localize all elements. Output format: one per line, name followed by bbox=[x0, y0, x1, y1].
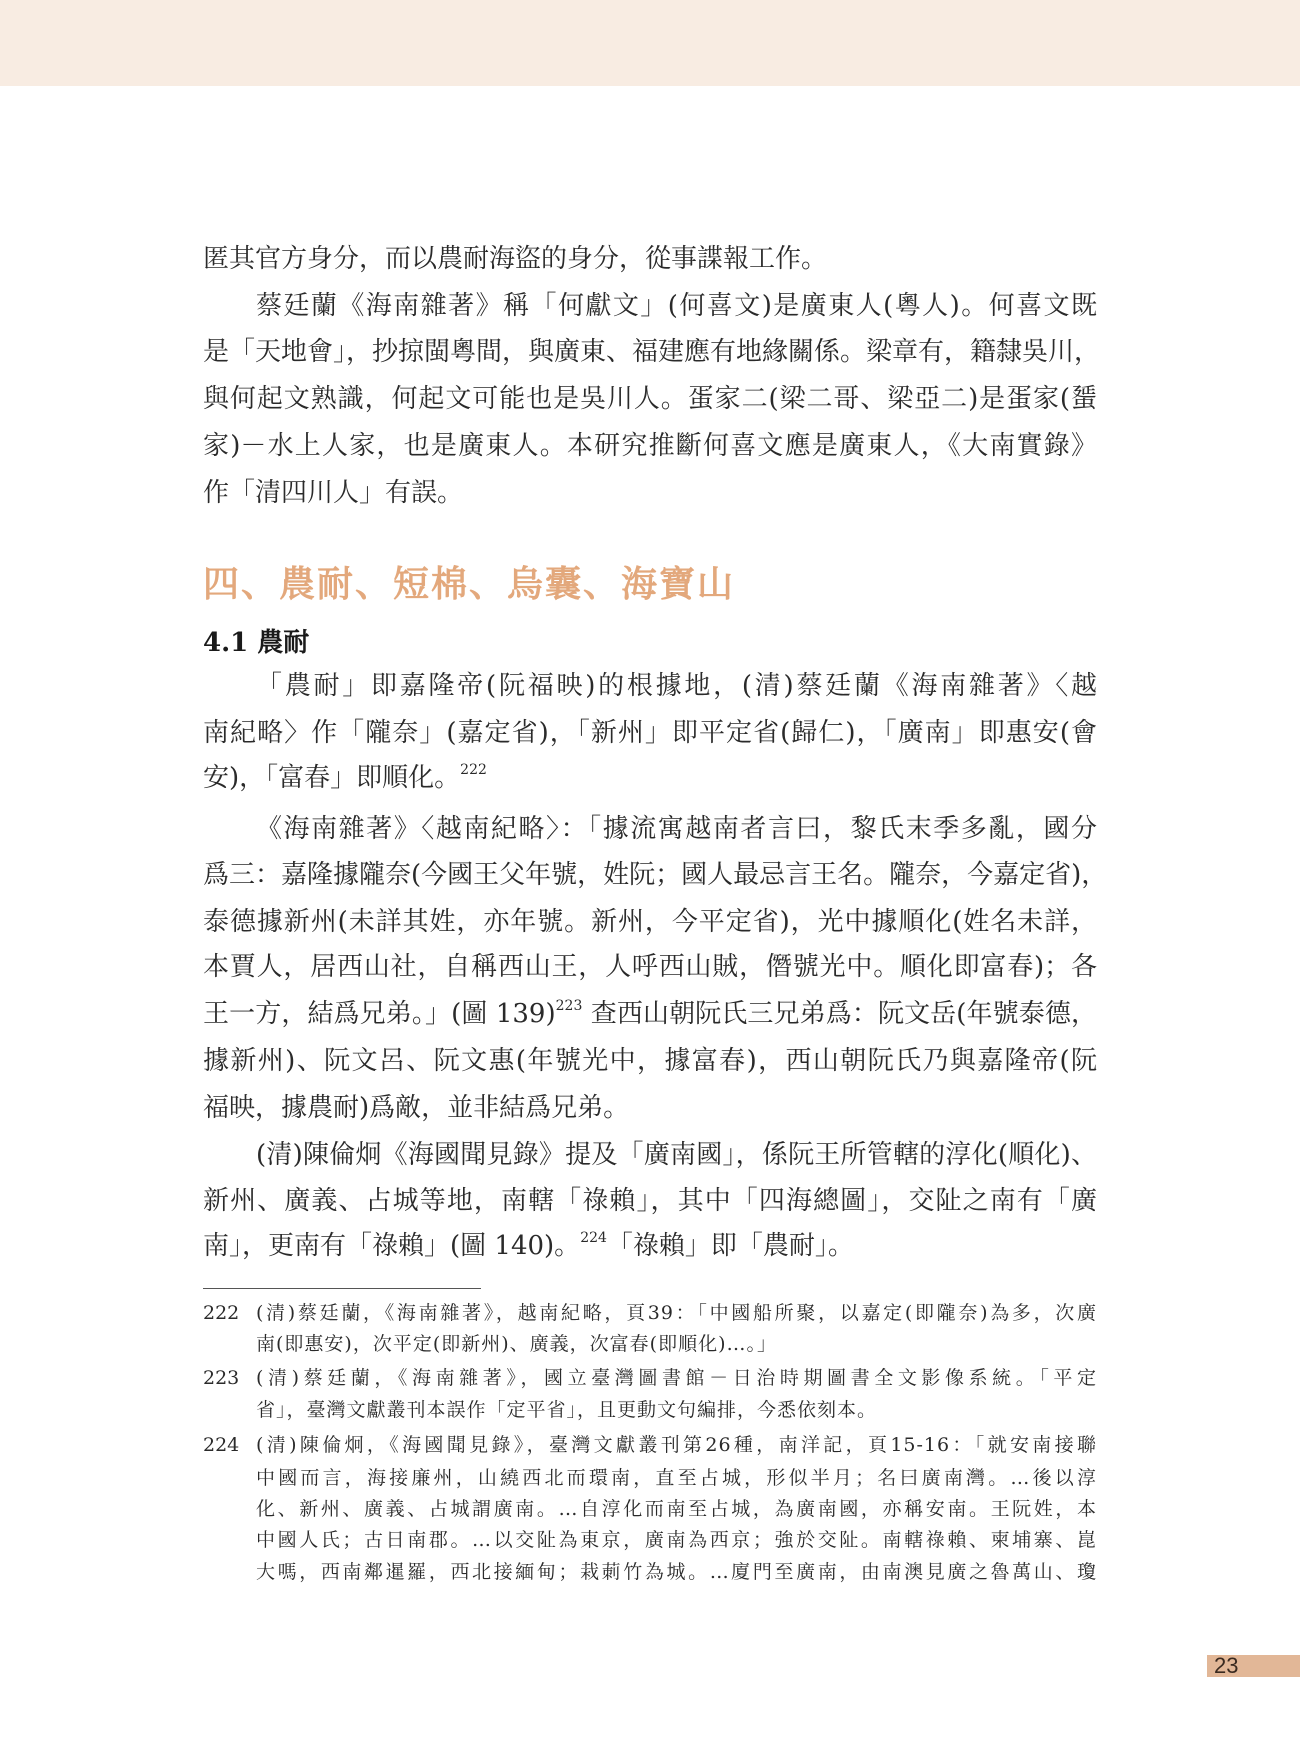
text-segment: 王一方，結爲兄弟。」(圖 139) bbox=[203, 999, 556, 1029]
footnote-reference[interactable]: 224 bbox=[580, 1230, 607, 1246]
text-segment: 福映，據農耐)爲敵，並非結爲兄弟。 bbox=[203, 1093, 630, 1123]
text-line bbox=[203, 758, 1097, 798]
footnote-text-line: 省」，臺灣文獻叢刊本誤作「定平省」，且更動文句編排，今悉依刻本。 bbox=[256, 1399, 878, 1421]
text-segment: 泰德據新州(未詳其姓，亦年號。新州，今平定省)，光中據順化(姓名未詳， bbox=[203, 907, 1097, 937]
footnote-text-line: 中國人氏；古日南郡。…以交阯為東京，廣南為西京；強於交阯。南轄祿賴、柬埔寨、崑 bbox=[256, 1529, 1097, 1551]
footnote-reference[interactable]: 222 bbox=[460, 762, 487, 778]
section-heading: 四、農耐、短棉、烏囊、海寶山 bbox=[203, 563, 736, 605]
footnote-text-line: 大嗎，西南鄰暹羅，西北接緬甸；栽莿竹為城。…廈門至廣南，由南澳見廣之魯萬山、瓊 bbox=[256, 1561, 1097, 1583]
text-line bbox=[203, 855, 1108, 895]
text-line bbox=[203, 947, 1097, 987]
footnote-number: 223 bbox=[203, 1367, 240, 1389]
text-line bbox=[203, 332, 1101, 372]
text-line bbox=[203, 713, 1097, 753]
text-segment: 《海南雜著》〈越南紀略〉：「據流寓越南者言曰，黎氏末季多亂，國分 bbox=[256, 814, 1097, 844]
text-line bbox=[256, 1135, 1097, 1175]
text-segment: 家)－水上人家，也是廣東人。本研究推斷何喜文應是廣東人，《大南實錄》 bbox=[203, 431, 1097, 461]
footnote-text-line: (清)蔡廷蘭，《海南雜著》，國立臺灣圖書館－日治時期圖書全文影像系統。「平定 bbox=[256, 1367, 1097, 1389]
text-segment: (清)陳倫炯《海國聞見錄》提及「廣南國」，係阮王所管轄的淳化(順化)、 bbox=[256, 1140, 1097, 1170]
text-segment: 是「天地會」，抄掠閩粵間，與廣東、福建應有地緣關係。梁章有，籍隸吳川， bbox=[203, 337, 1101, 367]
text-line bbox=[203, 1226, 1097, 1266]
text-segment: 新州、廣義、占城等地，南轄「祿賴」，其中「四海總圖」，交阯之南有「廣 bbox=[203, 1186, 1097, 1216]
text-segment: 據新州)、阮文呂、阮文惠(年號光中，據富春)，西山朝阮氏乃與嘉隆帝(阮 bbox=[203, 1046, 1097, 1076]
text-segment: 爲三：嘉隆據隴奈(今國王父年號，姓阮；國人最忌言王名。隴奈，今嘉定省)， bbox=[203, 860, 1108, 890]
text-line bbox=[256, 809, 1097, 849]
page-number: 23 bbox=[1214, 1653, 1239, 1678]
text-line bbox=[203, 473, 1097, 513]
footnote-number: 224 bbox=[203, 1434, 240, 1456]
subsection-heading: 4.1 農耐 bbox=[203, 628, 310, 658]
text-line bbox=[256, 666, 1097, 706]
footnote-text-line: (清)蔡廷蘭，《海南雜著》，越南紀略，頁39：「中國船所聚，以嘉定(即隴奈)為多，次廣 bbox=[256, 1302, 1097, 1324]
text-segment: 「農耐」即嘉隆帝(阮福映)的根據地，(清)蔡廷蘭《海南雜著》〈越 bbox=[256, 671, 1097, 701]
footnote-text-line: 中國而言，海接廉州，山繞西北而環南，直至占城，形似半月；名曰廣南灣。…後以淳 bbox=[256, 1467, 1097, 1489]
footnote-reference[interactable]: 223 bbox=[555, 998, 583, 1014]
text-line bbox=[203, 1041, 1097, 1081]
text-segment: 匿其官方身分，而以農耐海盜的身分，從事諜報工作。 bbox=[203, 244, 828, 274]
text-segment: 本賈人，居西山社，自稱西山王，人呼西山賊，僭號光中。順化即富春)；各 bbox=[203, 952, 1097, 982]
text-line bbox=[203, 426, 1097, 466]
text-segment: 安)，「富春」即順化。 bbox=[203, 763, 461, 793]
page-header-band bbox=[0, 0, 1300, 86]
footnote-number: 222 bbox=[203, 1302, 240, 1324]
footnote-divider bbox=[203, 1288, 481, 1289]
text-line bbox=[203, 379, 1097, 419]
text-line bbox=[203, 902, 1097, 942]
text-segment: 南紀略〉作「隴奈」(嘉定省)，「新州」即平定省(歸仁)，「廣南」即惠安(會 bbox=[203, 718, 1097, 748]
text-segment: 蔡廷蘭《海南雜著》稱「何獻文」(何喜文)是廣東人(粵人)。何喜文既 bbox=[256, 291, 1097, 321]
text-line bbox=[203, 1088, 1097, 1128]
text-segment: 南」，更南有「祿賴」(圖 140)。 bbox=[203, 1231, 581, 1261]
text-line bbox=[203, 1181, 1097, 1221]
text-segment: 與何起文熟識，何起文可能也是吳川人。蛋家二(梁二哥、梁亞二)是蛋家(蜑 bbox=[203, 384, 1097, 414]
text-line bbox=[203, 239, 1097, 279]
footnote-text-line: (清)陳倫炯，《海國聞見錄》，臺灣文獻叢刊第26種，南洋記，頁15-16：「就安南接聯 bbox=[256, 1434, 1097, 1456]
text-line bbox=[203, 994, 1097, 1034]
text-segment: 「祿賴」即「農耐」。 bbox=[606, 1231, 854, 1261]
text-line bbox=[256, 286, 1097, 326]
footnote-text-line: 化、新州、廣義、占城謂廣南。…自淳化而南至占城，為廣南國，亦稱安南。王阮姓，本 bbox=[256, 1498, 1097, 1520]
text-segment: 查西山朝阮氏三兄弟爲：阮文岳(年號泰德， bbox=[582, 999, 1097, 1029]
footnote-text-line: 南(即惠安)，次平定(即新州)、廣義，次富春(即順化)…。」 bbox=[256, 1333, 777, 1355]
text-segment: 作「清四川人」有誤。 bbox=[203, 478, 464, 508]
